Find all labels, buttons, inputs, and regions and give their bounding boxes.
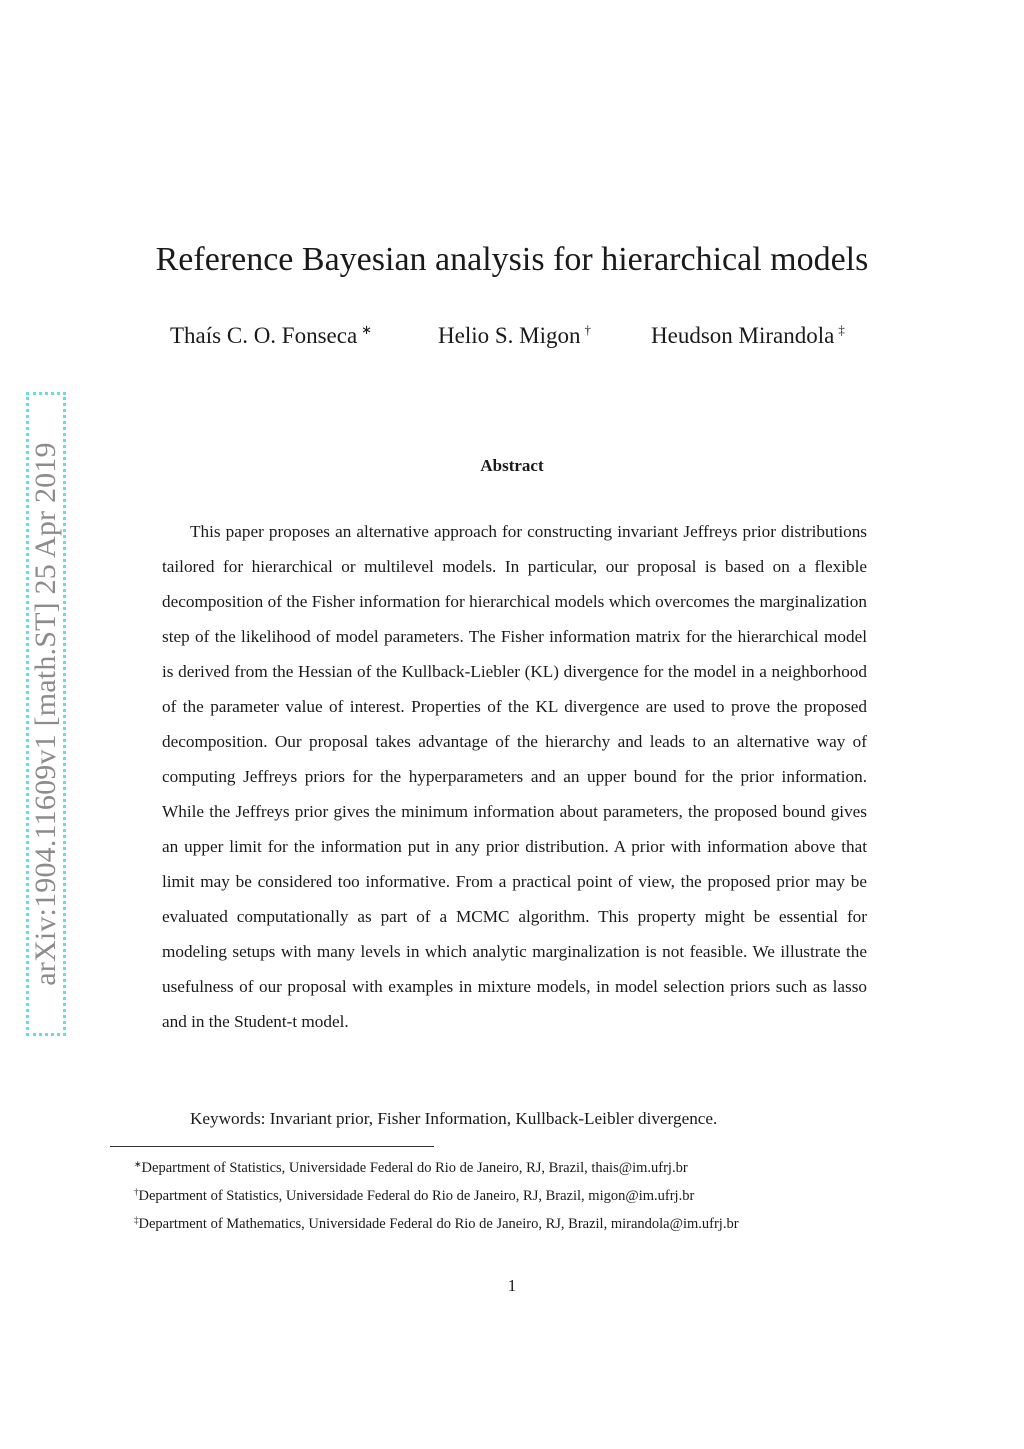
- paper-title: Reference Bayesian analysis for hierarchical models: [155, 240, 869, 278]
- arxiv-stamp-text: arXiv:1904.11609v1 [math.ST] 25 Apr 2019: [29, 442, 62, 986]
- footnote-2-text: Department of Statistics, Universidade Federal do Rio de Janeiro, RJ, Brazil, migon@im.ufrj.br: [138, 1188, 695, 1204]
- author-1: [170, 322, 372, 349]
- footnote-rule: [110, 1146, 434, 1147]
- author-1-name: Thaís C. O. Fonseca: [170, 323, 358, 348]
- footnote-1-mark: ∗: [134, 1159, 142, 1169]
- footnotes: [134, 1152, 739, 1236]
- footnote-3: [134, 1208, 739, 1236]
- footnote-2-mark: †: [134, 1187, 139, 1197]
- author-2: [438, 322, 591, 349]
- author-list: [0, 322, 1024, 352]
- footnote-1-text: Department of Statistics, Universidade Federal do Rio de Janeiro, RJ, Brazil, thais@im.ufrj.br: [141, 1160, 688, 1176]
- page-number: 1: [507, 1276, 517, 1295]
- footnote-1: [134, 1152, 739, 1180]
- footnote-3-text: Department of Mathematics, Universidade Federal do Rio de Janeiro, RJ, Brazil, mirandola@im.ufrj.br: [138, 1216, 739, 1232]
- footnote-3-mark: ‡: [134, 1215, 139, 1225]
- author-1-mark: ∗: [361, 322, 373, 337]
- author-3-name: Heudson Mirandola: [651, 323, 835, 348]
- footnote-2: [134, 1180, 739, 1208]
- author-3-mark: ‡: [838, 322, 845, 337]
- abstract-text: This paper proposes an alternative approach for constructing invariant Jeffreys prior distributions tailored for hierarchical or multilevel models. In particular, our proposal is based on a flexible decomposition of the Fisher information for hierarchical models which overcomes the marginalization step of the likelihood of model parameters. The Fisher information matrix for the hierarchical model is derived from the Hessian of the Kullback-Liebler (KL) divergence for the model in a neighborhood of the parameter value of interest. Properties of the KL divergence are used to prove the proposed decomposition. Our proposal takes advantage of the hierarchy and leads to an alternative way of computing Jeffreys priors for the hyperparameters and an upper bound for the prior information. While the Jeffreys prior gives the minimum information about parameters, the proposed bound gives an upper limit for the information put in any prior distribution. A prior with information above that limit may be considered too informative. From a practical point of view, the proposed prior may be evaluated computationally as part of a MCMC algorithm. This property might be essential for modeling setups with many levels in which analytic marginalization is not feasible. We illustrate the usefulness of our proposal with examples in mixture models, in model selection priors such as lasso and in the Student-t model.: [162, 522, 867, 1031]
- author-2-mark: †: [584, 322, 591, 337]
- author-2-name: Helio S. Migon: [438, 323, 581, 348]
- arxiv-stamp: [26, 392, 66, 1036]
- author-3: [651, 322, 845, 349]
- keywords: Keywords: Invariant prior, Fisher Information, Kullback-Leibler divergence.: [190, 1109, 718, 1128]
- abstract-heading: Abstract: [480, 456, 544, 475]
